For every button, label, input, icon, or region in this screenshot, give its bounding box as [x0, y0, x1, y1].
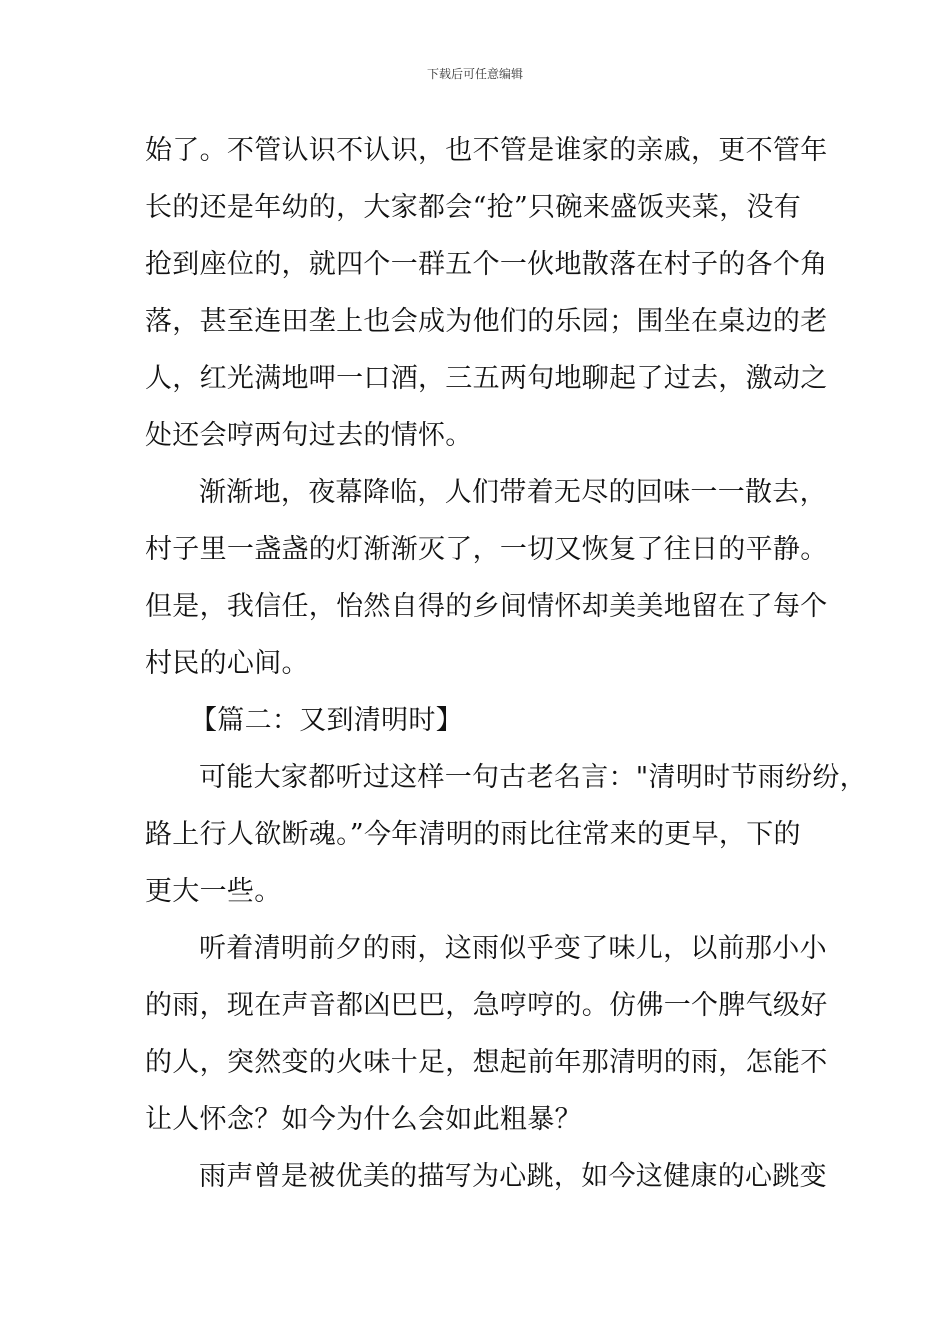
text-line: 更大一些。 [145, 876, 282, 907]
paragraph-start-line: 雨声曾是被优美的描写为心跳，如今这健康的心跳变 [199, 1161, 827, 1192]
text-line: 的人，突然变的火味十足，想起前年那清明的雨，怎能不 [145, 1047, 828, 1078]
text-line: 村子里一盏盏的灯渐渐灭了，一切又恢复了往日的平静。 [145, 534, 828, 565]
paragraph-start-line: 听着清明前夕的雨，这雨似乎变了味儿，以前那小小 [199, 933, 827, 964]
section-heading: 【篇二：又到清明时】 [190, 705, 463, 736]
text-line: 落，甚至连田垄上也会成为他们的乐园；围坐在桌边的老 [145, 306, 828, 337]
text-line: 但是，我信任，怡然自得的乡间情怀却美美地留在了每个 [145, 591, 828, 622]
paragraph-start-line: 可能大家都听过这样一句古老名言："清明时节雨纷纷， [199, 762, 867, 793]
text-line: 长的还是年幼的，大家都会“抢”只碗来盛饭夹菜，没有 [145, 192, 802, 223]
text-line: 村民的心间。 [145, 648, 309, 679]
text-line: 抢到座位的，就四个一群五个一伙地散落在村子的各个角 [145, 249, 828, 280]
text-line: 路上行人欲断魂。”今年清明的雨比往常来的更早，下的 [145, 819, 801, 850]
text-line: 人，红光满地呷一口酒，三五两句地聊起了过去，激动之 [145, 363, 828, 394]
paragraph-start-line: 渐渐地，夜幕降临，人们带着无尽的回味一一散去， [199, 477, 827, 508]
text-line: 的雨，现在声音都凶巴巴，急哼哼的。仿佛一个脾气级好 [145, 990, 828, 1021]
text-line: 让人怀念？如今为什么会如此粗暴？ [145, 1104, 582, 1135]
text-line: 始了。不管认识不认识，也不管是谁家的亲戚，更不管年 [145, 135, 828, 166]
page-header: 下载后可任意编辑 [426, 67, 523, 81]
text-line: 处还会哼两句过去的情怀。 [145, 420, 473, 451]
